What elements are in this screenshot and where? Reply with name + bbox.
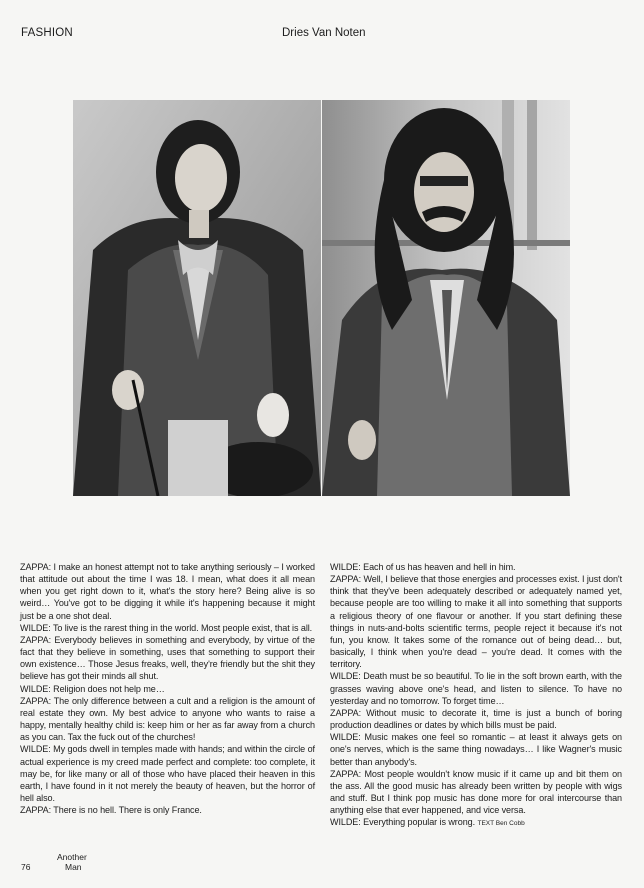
page-number: 76 — [21, 862, 31, 872]
paragraph: ZAPPA: There is no hell. There is only France. — [20, 805, 202, 816]
closing-paragraph — [330, 816, 622, 830]
portrait-photo-wilde-icon — [73, 100, 321, 496]
portrait-photo-right — [322, 100, 570, 496]
paragraph: WILDE: Each of us has heaven and hell in him. — [330, 562, 516, 572]
portrait-photo-left — [73, 100, 321, 496]
paragraph: WILDE: To live is the rarest thing in the world. Most people exist, that is all. — [20, 622, 313, 633]
section-label: FASHION — [21, 27, 73, 39]
paragraph: WILDE: Death must be so beautiful. To lie in the soft brown earth, with the grasses waving above one's head, and listen to silence. To have no yesterday and no tomorrow. To forget time… — [330, 671, 622, 706]
paragraph: WILDE: My gods dwell in temples made with hands; and within the circle of actual experience is my creed made perfect and complete: too complete, it may be, for like many or all of those who have placed their heaven in this earth, I have found in it not merely the beauty of heaven, but the horror of hell also. — [20, 744, 315, 803]
text-credit: TEXT Ben Cobb — [477, 820, 525, 828]
magazine-name-line1: Another — [57, 852, 87, 862]
paragraph: ZAPPA: I make an honest attempt not to take anything seriously – I worked that attitude out about the time I was 18. I mean, what does it all mean when you get right down to it, what's the story here? Being alive is so weird… You've got to be digging it while it's happening because it might just be a one shot deal. — [20, 562, 315, 621]
paragraph: ZAPPA: The only difference between a cult and a religion is the amount of real estate they own. My best advice to anyone who wants to raise a happy, mentally healthy child is: keep him or her as far away from a church as you can. Tax the fuck out of the churches! — [20, 695, 315, 743]
paragraph: ZAPPA: Without music to decorate it, time is just a bunch of boring production deadlines or dates by which bills must be paid. — [330, 707, 622, 731]
magazine-name-line2: Man — [65, 862, 82, 872]
paragraph: ZAPPA: Everybody believes in something and everybody, by virtue of the fact that they believe in something, uses that something to support their own existence… Those Jesus freaks, well, they're friendly but the shit they believe has got their minds all shut. — [20, 634, 315, 682]
article-column-left — [20, 561, 315, 816]
page-title: Dries Van Noten — [282, 27, 366, 39]
paragraph: ZAPPA: Most people wouldn't know music if it came up and bit them on the ass. All the good music has already been written by people with wigs and stuff. But I think pop music has done more for oral intercourse than anything else that ever happened, and vice versa. — [330, 768, 622, 816]
paragraph: WILDE: Music makes one feel so romantic – at least it always gets on one's nerves, which is the same thing nowadays… I like Wagner's music better than anybody's. — [330, 732, 622, 767]
closing-line: WILDE: Everything popular is wrong. — [330, 817, 476, 828]
article-column-right — [330, 561, 622, 830]
magazine-name — [57, 852, 97, 872]
paragraph: WILDE: Religion does not help me… — [20, 683, 165, 694]
paragraph: ZAPPA: Well, I believe that those energies and processes exist. I just don't think that they've been adequately described or adequately named yet, because people are too willing to make it all into something that supports a religious theory of one flavour or another. If you start defining these things in nuts-and-bolts scientific terms, people reject it because it's not fun, you know. It takes some of the romance out of being dead… but, basically, I think when you're dead – you're dead. It comes with the territory. — [330, 574, 623, 670]
portrait-photo-zappa-icon — [322, 100, 570, 496]
